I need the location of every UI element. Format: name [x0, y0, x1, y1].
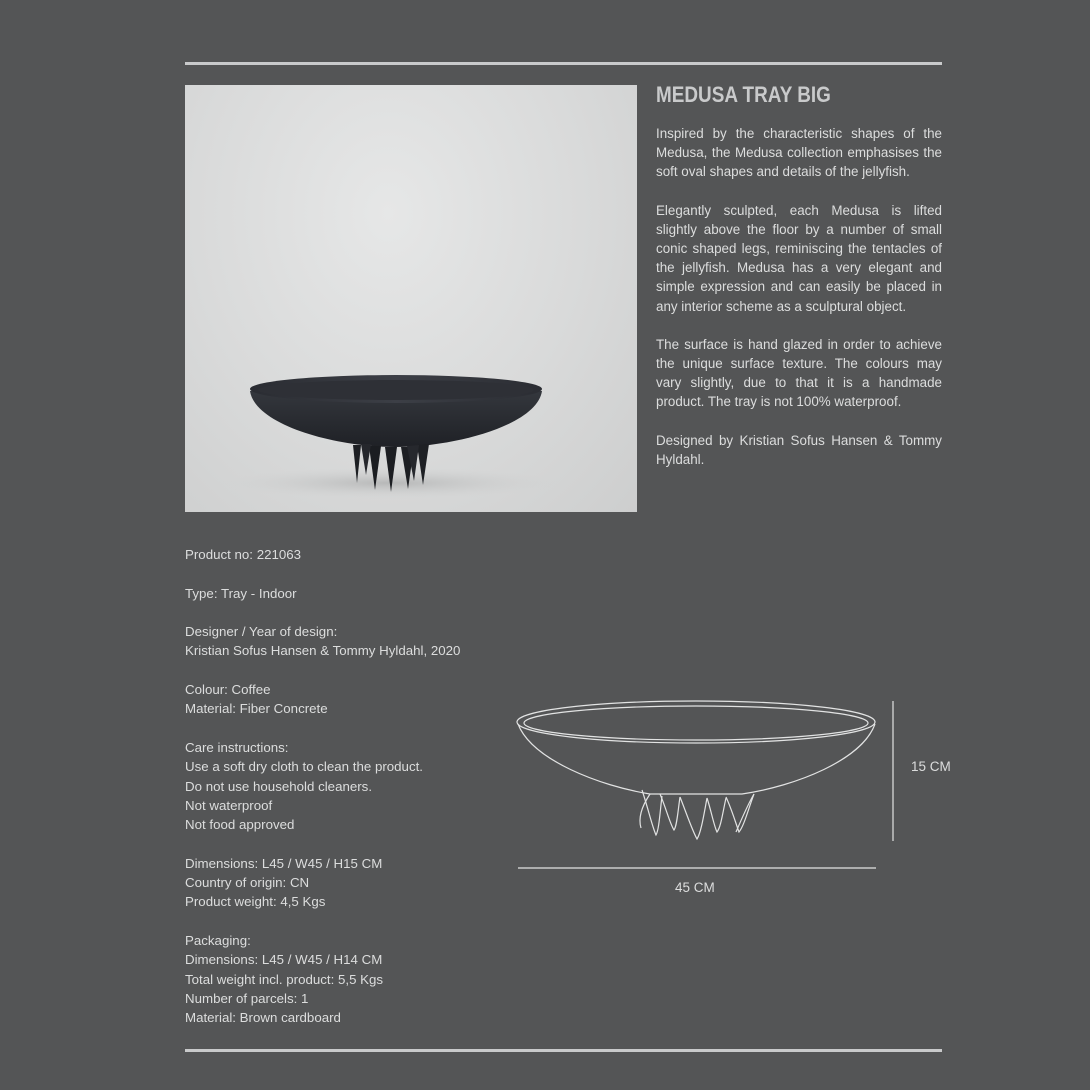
description-paragraph: Elegantly sculpted, each Medusa is lifted slightly above the floor by a number of small conic shaped legs, reminiscing the tentacles of the jellyfish. Medusa has a very elegant and simple expression and can easily be placed in any interior scheme as a sculptural object.	[656, 202, 942, 314]
drawing-rim-outer	[517, 701, 875, 743]
drawing-leg	[642, 790, 662, 835]
spec-group-care	[185, 738, 515, 834]
product-material: Material: Fiber Concrete	[185, 701, 328, 717]
drawing-leg	[736, 794, 754, 832]
height-dimension-label: 15 CM	[911, 759, 951, 774]
product-title: MEDUSA TRAY BIG	[656, 82, 831, 107]
spec-group-packaging	[185, 931, 515, 1027]
product-number: Product no: 221063	[185, 547, 302, 562]
spec-group-designer	[185, 622, 515, 661]
drawing-leg	[726, 794, 754, 832]
product-colour: Colour: Coffee	[185, 682, 271, 698]
care-instruction: Use a soft dry cloth to clean the product.	[185, 759, 423, 775]
description-paragraph: Designed by Kristian Sofus Hansen & Tommy Hyldahl.	[656, 432, 942, 467]
top-divider	[185, 62, 942, 65]
care-instruction: Do not use household cleaners.	[185, 778, 373, 794]
tray-photo-illustration	[185, 85, 637, 512]
product-type: Type: Tray - Indoor	[185, 585, 297, 601]
packaging-parcels: Number of parcels: 1	[185, 990, 309, 1006]
care-label: Care instructions:	[185, 739, 289, 755]
designer-label: Designer / Year of design:	[185, 624, 338, 640]
description-paragraph: The surface is hand glazed in order to achieve the unique surface texture. The colours may vary slightly, due to that it is a handmade product. The tray is not 100% waterproof.	[656, 336, 942, 410]
spec-group-colour	[185, 680, 515, 719]
spec-group-product-no	[185, 545, 515, 564]
product-specifications	[185, 545, 515, 1047]
packaging-total-weight: Total weight incl. product: 5,5 Kgs	[185, 971, 384, 987]
designer-value: Kristian Sofus Hansen & Tommy Hyldahl, 2020	[185, 643, 461, 659]
spec-group-dimensions	[185, 854, 515, 912]
packaging-dimensions: Dimensions: L45 / W45 / H14 CM	[185, 952, 383, 968]
care-instruction: Not food approved	[185, 817, 295, 833]
product-dimensions: Dimensions: L45 / W45 / H15 CM	[185, 855, 383, 871]
care-instruction: Not waterproof	[185, 797, 273, 813]
description-paragraph: Inspired by the characteristic shapes of the Medusa, the Medusa collection emphasises the soft oval shapes and details of the jellyfish.	[656, 126, 942, 180]
packaging-label: Packaging:	[185, 932, 251, 948]
technical-drawing	[510, 690, 910, 885]
drawing-leg	[660, 794, 680, 830]
drawing-rim-inner	[524, 706, 868, 740]
country-of-origin: Country of origin: CN	[185, 875, 310, 891]
tray-line-drawing	[510, 690, 910, 880]
spec-group-type	[185, 584, 515, 603]
drawing-leg	[680, 797, 707, 839]
bottom-divider	[185, 1049, 942, 1052]
product-photo	[185, 85, 637, 512]
product-description	[656, 124, 942, 488]
drawing-leg	[707, 798, 726, 832]
width-dimension-label: 45 CM	[675, 880, 715, 895]
product-weight: Product weight: 4,5 Kgs	[185, 894, 326, 910]
packaging-material: Material: Brown cardboard	[185, 1010, 341, 1026]
